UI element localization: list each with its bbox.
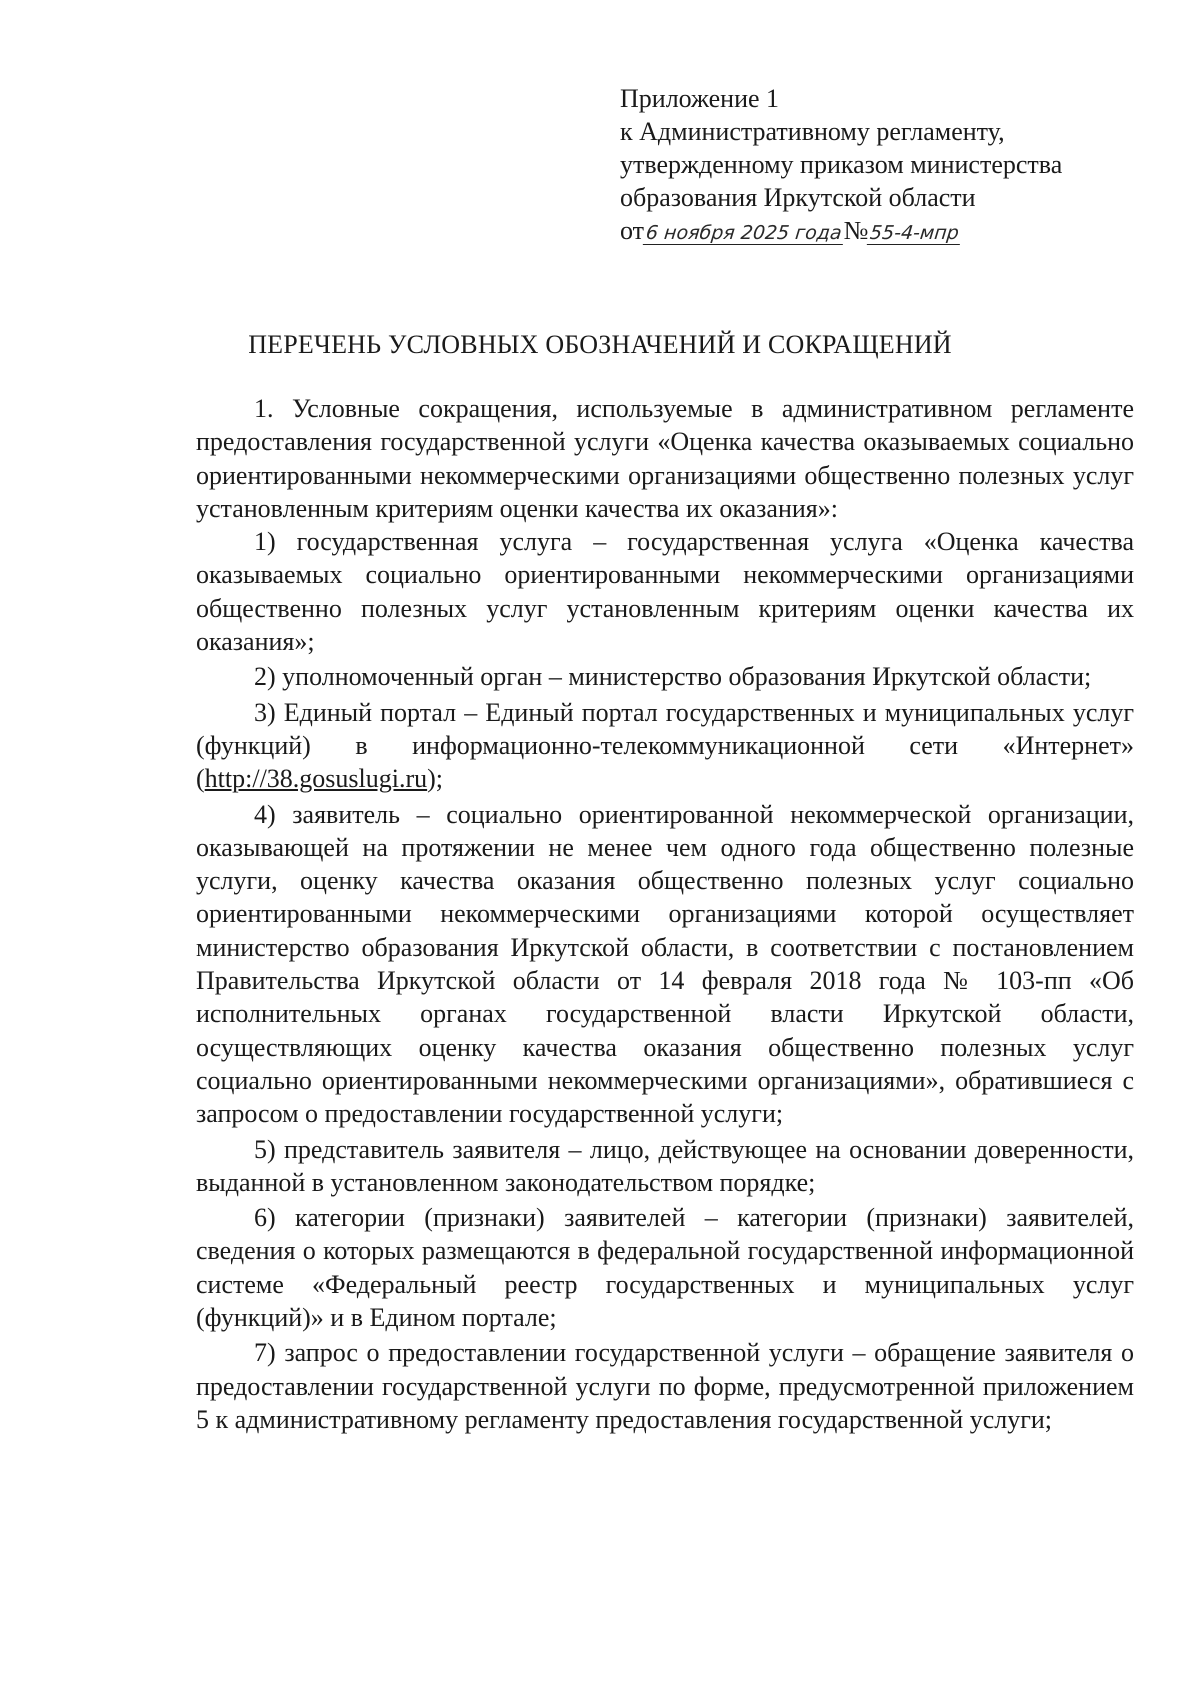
paragraph-item-1: 1) государственная услуга – государственная услуга «Оценка качества оказываемых социально ориентированными некоммерческими организациями общественно полезных услуг установленным критериям оценки качества их оказания»; bbox=[196, 527, 1134, 657]
appendix-line-2: к Административному регламенту, bbox=[620, 117, 1005, 146]
number-prefix: № bbox=[843, 216, 869, 245]
date-prefix: от bbox=[620, 216, 645, 245]
paragraph-item-6: 6) категории (признаки) заявителей – категории (признаки) заявителей, сведения о которых размещаются в федеральной государственной информационной системе «Федеральный реестр государственных и муниципальных услуг (функций)» и в Едином портале; bbox=[196, 1203, 1134, 1333]
gosuslugi-link[interactable]: http://38.gosuslugi.ru bbox=[204, 764, 428, 794]
appendix-line-4: образования Иркутской области bbox=[620, 183, 976, 212]
paragraph-intro: 1. Условные сокращения, используемые в административном регламенте предоставления государственной услуги «Оценка качества оказываемых социально ориентированными некоммерческими организациями общественно полезных услуг установленным критериям оценки качества их оказания»: bbox=[196, 394, 1134, 523]
appendix-header bbox=[620, 82, 1140, 247]
appendix-line-1: Приложение 1 bbox=[620, 84, 780, 113]
paragraph-item-3 bbox=[196, 696, 1134, 796]
item-3-text: 3) Единый портал – Единый портал государственных и муниципальных услуг (функций) в информационно-телекоммуникационной сети «Интернет» ( bbox=[196, 697, 1134, 794]
handwritten-number: 55-4-мпр bbox=[867, 222, 962, 245]
paragraph-item-7: 7) запрос о предоставлении государственной услуги – обращение заявителя о предоставлении государственной услуги по форме, предусмотренной приложением 5 к административному регламенту предоставления государственной услуги; bbox=[196, 1338, 1134, 1434]
appendix-date-line bbox=[620, 214, 1140, 247]
document-title: ПЕРЕЧЕНЬ УСЛОВНЫХ ОБОЗНАЧЕНИЙ И СОКРАЩЕНИЙ bbox=[248, 330, 952, 359]
item-3-tail: ); bbox=[427, 764, 444, 794]
paragraph-item-2: 2) уполномоченный орган – министерство образования Иркутской области; bbox=[254, 662, 1092, 692]
paragraph-item-5: 5) представитель заявителя – лицо, действующее на основании доверенности, выданной в установленном законодательством порядке; bbox=[196, 1134, 1134, 1197]
handwritten-date: 6 ноября 2025 года bbox=[643, 222, 845, 245]
appendix-line-3: утвержденному приказом министерства bbox=[620, 150, 1063, 179]
document-body bbox=[196, 392, 1134, 1436]
paragraph-item-4: 4) заявитель – социально ориентированной некоммерческой организации, оказывающей на протяжении не менее чем одного года общественно полезные услуги, оценку качества оказания общественно полезных услуг социально ориентированными некоммерческими организациями которой осуществляет министерство образования Иркутской области, в соответствии с постановлением Правительства Иркутской области от 14 февраля 2018 года № 103-пп «Об исполнительных органах государственной власти Иркутской области, осуществляющих оценку качества оказания общественно полезных услуг социально ориентированными некоммерческими организациями», обратившиеся с запросом о предоставлении государственной услуги; bbox=[196, 799, 1134, 1129]
